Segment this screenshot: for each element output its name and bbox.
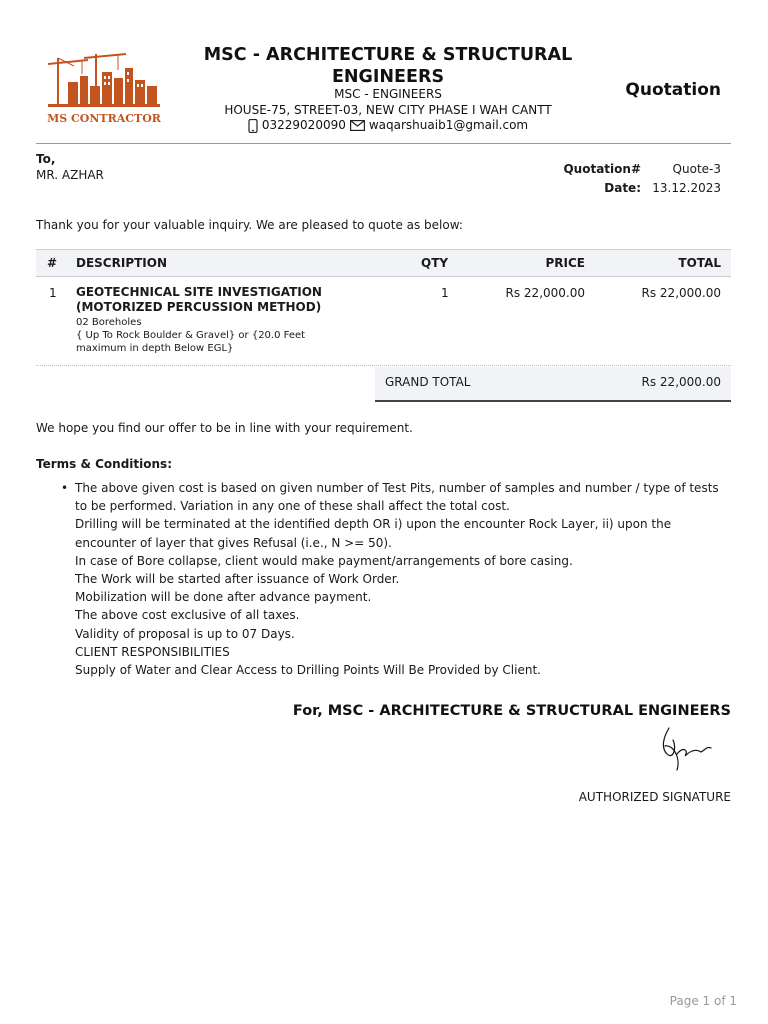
date-label: Date: — [604, 181, 641, 195]
table-divider — [36, 365, 731, 366]
phone-number: 03229020090 — [261, 118, 346, 133]
row-desc-line2: { Up To Rock Boulder & Gravel} or {20.0 Feet — [76, 330, 306, 341]
company-name — [190, 44, 586, 88]
date-row — [604, 181, 721, 195]
date-value: 13.12.2023 — [652, 181, 721, 195]
terms-line: Mobilization will be done after advance payment. — [75, 590, 372, 605]
terms-line: The above given cost is based on given number of Test Pits, number of samples and number / type of tests — [75, 481, 719, 495]
terms-title: Terms & Conditions: — [36, 457, 172, 471]
logo-text: MS CONTRACTOR — [47, 112, 161, 125]
row-title-line2: (MOTORIZED PERCUSSION METHOD) — [76, 300, 322, 314]
row-title-line1: GEOTECHNICAL SITE INVESTIGATION — [76, 285, 322, 299]
email-address: waqarshuaib1@gmail.com — [368, 118, 529, 133]
row-price: Rs 22,000.00 — [505, 286, 585, 300]
recipient-label: To, — [36, 152, 56, 166]
terms-line: Validity of proposal is up to 07 Days. — [75, 626, 295, 641]
page-number: Page 1 of 1 — [669, 994, 737, 1008]
terms-line: encounter of layer that gives Refusal (i.e., N >= 50). — [75, 535, 392, 550]
company-address: HOUSE-75, STREET-03, NEW CITY PHASE I WAH CANTT — [224, 103, 552, 117]
header-num: # — [47, 256, 58, 270]
bullet-icon: • — [61, 481, 69, 495]
row-desc-line3: maximum in depth Below EGL} — [76, 343, 234, 354]
header-total: TOTAL — [678, 256, 721, 270]
terms-line: Drilling will be terminated at the identified depth OR i) upon the encounter Rock Layer, ii) upon the — [75, 517, 672, 532]
terms-line: In case of Bore collapse, client would make payment/arrangements of bore casing. — [75, 553, 573, 568]
email-icon — [350, 118, 365, 132]
row-total: Rs 22,000.00 — [641, 286, 721, 300]
terms-line: The Work will be started after issuance of Work Order. — [75, 572, 400, 587]
row-qty: 1 — [441, 286, 449, 300]
company-name-line2: ENGINEERS — [331, 67, 445, 87]
signature-image — [655, 724, 715, 774]
recipient-name: MR. AZHAR — [36, 168, 104, 182]
quotation-number-label: Quotation# — [563, 162, 641, 176]
grand-total-value: Rs 22,000.00 — [641, 375, 721, 389]
row-description — [76, 316, 356, 355]
authorized-signature-label: AUTHORIZED SIGNATURE — [578, 790, 731, 804]
row-desc-line1: 02 Boreholes — [76, 317, 142, 328]
header-qty: QTY — [421, 256, 449, 270]
for-company-line: For, MSC - ARCHITECTURE & STRUCTURAL ENGINEERS — [292, 703, 731, 719]
quotation-number-row — [563, 162, 721, 176]
terms-line: Supply of Water and Clear Access to Drilling Points Will Be Provided by Client. — [75, 663, 541, 678]
quotation-number-value: Quote-3 — [672, 162, 721, 176]
terms-line: to be performed. Variation in any one of these shall affect the total cost. — [75, 499, 510, 514]
header-divider — [36, 143, 731, 144]
table-header — [36, 249, 731, 277]
company-subname: MSC - ENGINEERS — [334, 87, 442, 101]
company-contact — [190, 118, 586, 133]
grand-total-label: GRAND TOTAL — [385, 375, 471, 389]
document-type: Quotation — [625, 80, 721, 100]
header-price: PRICE — [545, 256, 585, 270]
row-title — [76, 285, 376, 315]
header-description: DESCRIPTION — [76, 256, 168, 270]
company-name-line1: MSC - ARCHITECTURE & STRUCTURAL — [203, 45, 573, 65]
grand-total-row — [375, 367, 731, 402]
terms-list — [75, 479, 735, 679]
terms-line: The above cost exclusive of all taxes. — [75, 608, 300, 623]
row-num: 1 — [49, 286, 57, 300]
phone-icon — [248, 118, 258, 133]
terms-line: CLIENT RESPONSIBILITIES — [75, 644, 230, 659]
closing-text: We hope you find our offer to be in line with your requirement. — [36, 421, 413, 435]
intro-text: Thank you for your valuable inquiry. We are pleased to quote as below: — [36, 218, 463, 232]
